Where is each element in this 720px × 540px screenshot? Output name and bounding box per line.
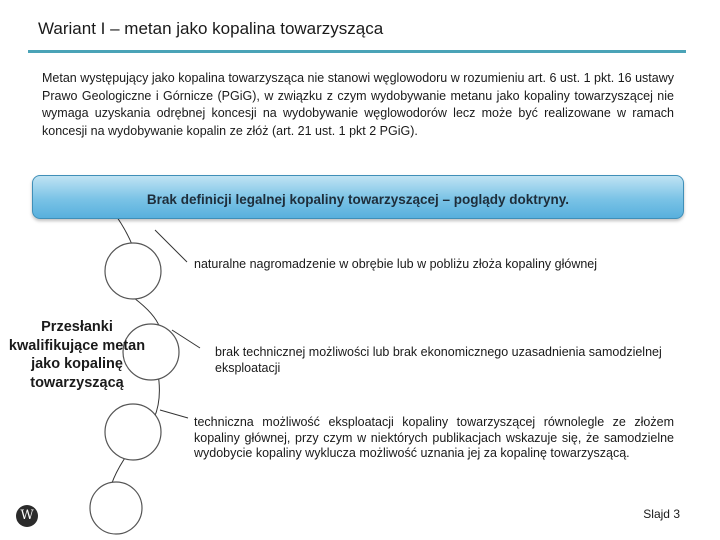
connector-tick-1 (155, 230, 187, 262)
slide-title: Wariant I – metan jako kopalina towarzysząca (38, 19, 384, 38)
premise-item-3: techniczna możliwość eksploatacji kopaliny towarzyszącej równolegle ze złożem kopaliny głównej, przy czym w niektórych publikacjach wskazuje się, że samodzielne wydobycie kopaliny wyklucza możliwość uznania jej za kopalinę towarzyszącą. (194, 415, 674, 460)
premises-label: Przesłanki kwalifikujące metan jako kopalinę towarzyszącą (8, 319, 146, 391)
logo-icon: W (16, 505, 38, 527)
node-circle-3 (105, 404, 161, 460)
connector-tick-3 (160, 410, 188, 418)
banner-text: Brak definicji legalnej kopaliny towarzyszącej – poglądy doktryny. (146, 192, 570, 207)
intro-paragraph: Metan występujący jako kopalina towarzysząca nie stanowi węglowodoru w rozumieniu art. 6 ust. 1 pkt. 16 ustawy Prawo Geologiczne i Górnicze (PGiG), w związku z czym wydobywanie metanu jako kopaliny towarzyszącej nie wymaga uzyskania odrębnej koncesji na wydobywanie węglowodorów lecz może być realizowane w ramach koncesji na wydobywanie kopalin ze złóż (art. 21 ust. 1 pkt 2 PGiG). (42, 71, 674, 138)
premise-item-1: naturalne nagromadzenie w obrębie lub w pobliżu złoża kopaliny głównej (194, 257, 598, 271)
slide-number: Slajd 3 (643, 507, 680, 521)
premise-item-2: brak technicznej możliwości lub brak ekonomicznego uzasadnienia samodzielnej eksploatacji (215, 345, 662, 375)
node-circle-4 (90, 482, 142, 534)
doctrine-banner (32, 175, 684, 219)
node-circle-1 (105, 243, 161, 299)
